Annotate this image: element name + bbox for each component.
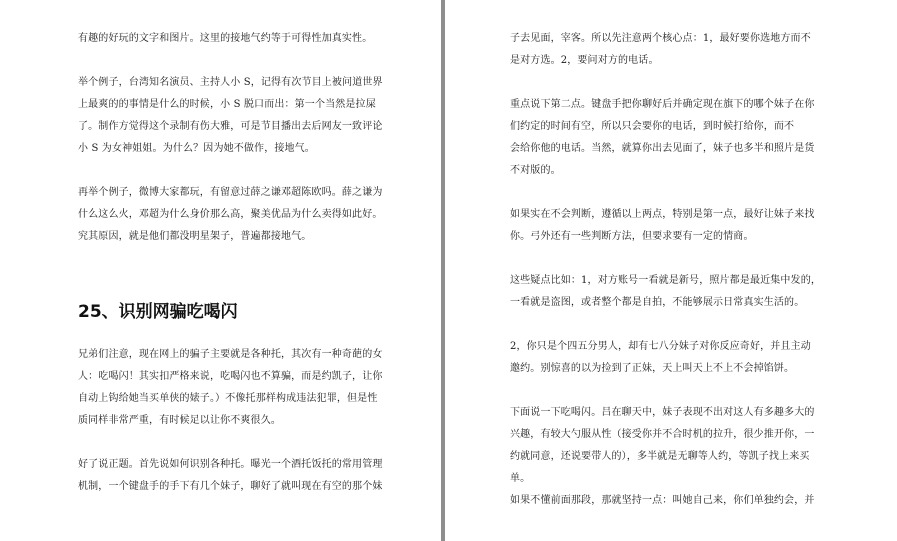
text-line: 们约定的时间有空，所以只会要你的电话，到时候打给你，而不 [510, 121, 795, 132]
paragraph [510, 336, 813, 380]
text-line: 质同样非常严重，有时候足以让你不爽很久。 [78, 415, 281, 426]
text-line: 兴趣，有较大勺服从性（接受你并不合时机的拉升，很少推开你，一 [510, 429, 815, 440]
text-line: 2，你只是个四五分男人，却有七八分妹子对你反应奇好，并且主动 [510, 341, 811, 352]
text-line: 单。 [510, 473, 531, 484]
text-line: 自动上钩给她当买单侠的婊子。）不像托那样构成违法犯罪，但是性 [78, 393, 378, 404]
paragraph [510, 28, 813, 72]
left-page [0, 0, 440, 541]
text-line: 兄弟们注意，现在网上的骗子主要就是各种托，其次有一种奇葩的女 [78, 349, 383, 360]
text-line: 约就同意，还说要带人的），多半就是无聊等人约，等凯子找上来买 [510, 451, 810, 462]
text-line: 下面说一下吃喝闪。吕在聊天中，妹子表现不出对这人有多趣多大的 [510, 407, 815, 418]
paragraph [78, 28, 380, 50]
text-line: 子去见面，宰客。所以先注意两个核心点：1，最好要你选地方而不 [510, 33, 811, 44]
text-line: 了。制作方觉得这个录制有伤大雅，可是节目播出去后网友一致评论 [78, 121, 383, 132]
paragraph [510, 94, 813, 182]
text-line: 究其原因，就是他们都没明星架子，普遍都接地气。 [78, 231, 312, 242]
paragraph [78, 344, 383, 432]
section-heading: 25、识别网骗吃喝闪 [78, 302, 238, 322]
paragraph [510, 270, 822, 314]
text-line: 好了说正题。首先说如何识别各种托。曝光一个酒托饭托的常用管理 [78, 459, 383, 470]
text-line: 机制，一个键盘手的手下有几个妹子，聊好了就叫现在有空的那个妹 [78, 481, 383, 492]
text-line: 举个例子，台湾知名演员、主持人小 S，记得有次节目上被问道世界 [78, 77, 383, 88]
paragraph [78, 454, 383, 498]
paragraph [510, 490, 813, 512]
text-line: 这些疑点比如：1，对方账号一看就是新号，照片都是最近集中发的， [510, 275, 822, 286]
paragraph [510, 402, 813, 490]
text-line: 如果实在不会判断，遵循以上两点，特别是第一点，最好让妹子来找 [510, 209, 815, 220]
text-line: 不对版的。 [510, 165, 561, 176]
text-line: 再举个例子，微博大家都玩，有留意过薛之谦邓超陈欧吗。薛之谦为 [78, 187, 383, 198]
text-line: 人：吃喝闪！其实扣严格来说，吃喝闪也不算骗，而是约凯子，让你 [78, 371, 383, 382]
paragraph [78, 182, 383, 248]
text-line: 上最爽的的事情是什么的时候，小 S 脱口而出：第一个当然是拉屎 [78, 99, 376, 110]
text-line: 有趣的好玩的文字和图片。这里的接地气约等于可得性加真实性。 [78, 33, 373, 44]
text-line: 你。弓外还有一些判断方法，但要求要有一定的情商。 [510, 231, 754, 242]
paragraph [78, 72, 383, 160]
text-line: 邀约。别惊喜的以为捡到了正妹，天上叫天上不上不会掉馅饼。 [510, 363, 795, 374]
text-line: 是对方选。2，要问对方的电话。 [510, 55, 659, 66]
text-line: 如果不懂前面那段，那就坚持一点：叫她自己来，你们单独约会，并 [510, 495, 815, 506]
text-line: 什么这么火，邓超为什么身价那么高，聚美优品为什么卖得如此好。 [78, 209, 383, 220]
text-line: 会给你他的电话。当然，就算你出去见面了，妹子也多半和照片是货 [510, 143, 815, 154]
paragraph [510, 204, 813, 248]
text-line: 一看就是盗图，或者整个都是自拍，不能够展示日常真实生活的。 [510, 297, 805, 308]
page-divider [441, 0, 445, 541]
text-line: 重点说下第二点。键盘手把你聊好后并确定现在旗下的哪个妹子在你 [510, 99, 815, 110]
text-line: 小 S 为女神姐姐。为什么？因为她不做作，接地气。 [78, 143, 315, 154]
right-page [446, 0, 897, 541]
